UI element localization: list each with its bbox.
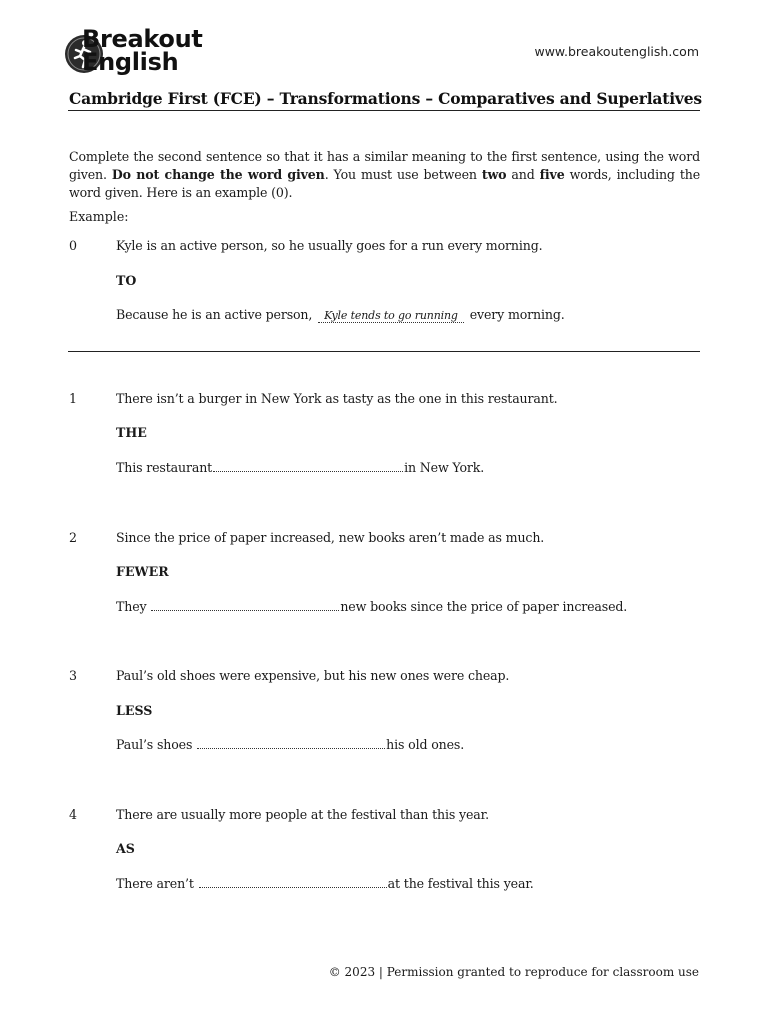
question-sentence: There isn’t a burger in New York as tasty as the one in this restaurant.: [116, 391, 558, 406]
answer-after-text: new books since the price of paper increased.: [340, 599, 628, 614]
answer-blank[interactable]: [151, 599, 339, 611]
answer-after-text: at the festival this year.: [387, 876, 534, 891]
example-answer-line: [116, 307, 565, 322]
answer-blank[interactable]: [199, 876, 387, 888]
logo-wordmark: [82, 25, 203, 76]
question-keyword: THE: [116, 425, 147, 440]
question-keyword: LESS: [116, 703, 153, 718]
question-answer-line: [116, 737, 464, 752]
logo-line-english: English: [82, 48, 179, 76]
example-number: 0: [69, 238, 78, 253]
question-keyword: AS: [116, 841, 135, 856]
example-before-text: Because he is an active person,: [116, 307, 313, 322]
instructions-text: words, including the word given. Here is an example (0).: [69, 167, 700, 200]
answer-after-text: his old ones.: [386, 737, 465, 752]
logo-line-breakout: Breakout: [82, 25, 203, 53]
question-answer-line: [116, 876, 534, 891]
page-title: Cambridge First (FCE) – Transformations – Comparatives and Superlatives: [69, 89, 702, 108]
breakout-english-logo: [64, 25, 224, 80]
example-after-text: every morning.: [469, 307, 565, 322]
copyright-footer: © 2023 | Permission granted to reproduce for classroom use: [328, 965, 699, 979]
question-number: 3: [69, 668, 78, 683]
example-sentence: Kyle is an active person, so he usually goes for a run every morning.: [116, 238, 543, 253]
instructions-bold-max: five: [539, 167, 565, 182]
answer-before-text: This restaurant: [116, 460, 213, 475]
instructions-paragraph: [69, 148, 700, 202]
question-keyword: FEWER: [116, 564, 169, 579]
answer-before-text: They: [116, 599, 147, 614]
answer-blank[interactable]: [197, 737, 385, 749]
answer-before-text: Paul’s shoes: [116, 737, 193, 752]
instructions-text: and: [506, 167, 540, 182]
question-sentence: There are usually more people at the festival than this year.: [116, 807, 489, 822]
instructions-bold-min: two: [481, 167, 507, 182]
answer-before-text: There aren’t: [116, 876, 194, 891]
question-answer-line: [116, 599, 627, 614]
site-url[interactable]: www.breakoutenglish.com: [534, 44, 699, 59]
instructions-bold-rule: Do not change the word given: [111, 167, 325, 182]
instructions-text: Complete the second sentence so that it has a similar meaning to the first sentence, using the word given.: [69, 149, 700, 182]
title-underline: [68, 110, 700, 111]
instructions-text: . You must use between: [324, 167, 482, 182]
question-answer-line: [116, 460, 484, 475]
section-divider: [68, 351, 700, 352]
example-keyword: TO: [116, 273, 137, 288]
answer-blank[interactable]: [213, 460, 403, 472]
question-sentence: Since the price of paper increased, new books aren’t made as much.: [116, 530, 545, 545]
example-answer: Kyle tends to go running: [318, 309, 464, 323]
question-number: 2: [69, 530, 78, 545]
question-number: 1: [69, 391, 78, 406]
question-sentence: Paul’s old shoes were expensive, but his new ones were cheap.: [116, 668, 510, 683]
question-number: 4: [69, 807, 78, 822]
answer-after-text: in New York.: [404, 460, 485, 475]
example-label: Example:: [69, 209, 129, 224]
